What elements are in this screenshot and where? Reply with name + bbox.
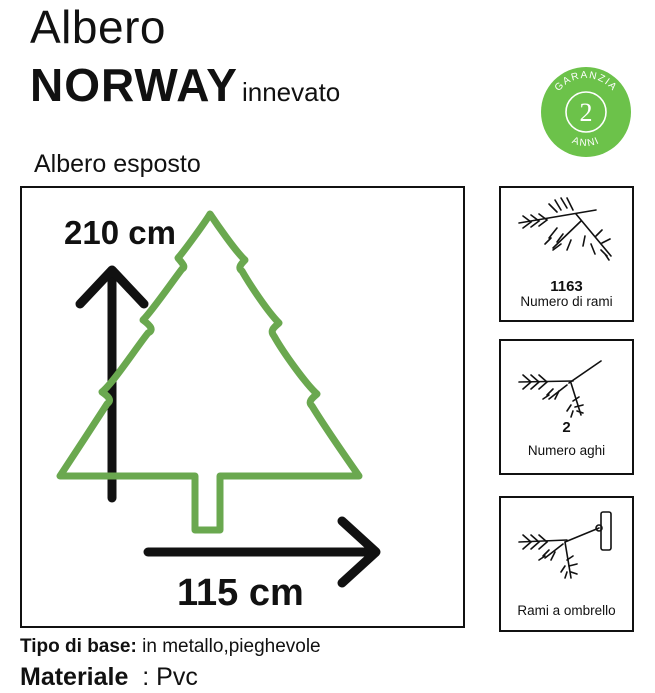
base-type-value: in metallo,pieghevole [136, 636, 321, 657]
product-variant: innevato [241, 77, 341, 107]
title-albero: Albero [30, 1, 166, 53]
product-title [30, 59, 341, 111]
warranty-badge [540, 66, 632, 158]
material-line [20, 665, 198, 690]
badge-bottom-text: ANNI [570, 135, 602, 150]
badge-top-text: GARANZIA [552, 69, 620, 94]
feature-box-branches [499, 186, 634, 322]
base-type-line [20, 637, 321, 656]
needles-count: 2 [562, 419, 571, 436]
material-label: Materiale [20, 663, 129, 691]
tree-dimension-panel [20, 186, 465, 628]
feature-box-umbrella [499, 496, 634, 632]
branch-count-label: Numero di rami [520, 294, 613, 309]
umbrella-branch-label: Rami a ombrello [517, 603, 616, 618]
material-value: : Pvc [128, 663, 198, 691]
tree-dimension-diagram [22, 188, 463, 626]
height-label: 210 cm [64, 214, 176, 251]
tree-outline-icon [60, 214, 359, 530]
section-subtitle: Albero esposto [34, 150, 201, 178]
base-type-label: Tipo di base: [20, 636, 137, 657]
needles-count-label: Numero aghi [527, 443, 606, 458]
product-name: NORWAY [30, 59, 238, 111]
width-label: 115 cm [177, 572, 304, 614]
badge-number: 2 [579, 98, 593, 127]
branch-count: 1163 [550, 278, 583, 295]
feature-box-needles [499, 339, 634, 475]
